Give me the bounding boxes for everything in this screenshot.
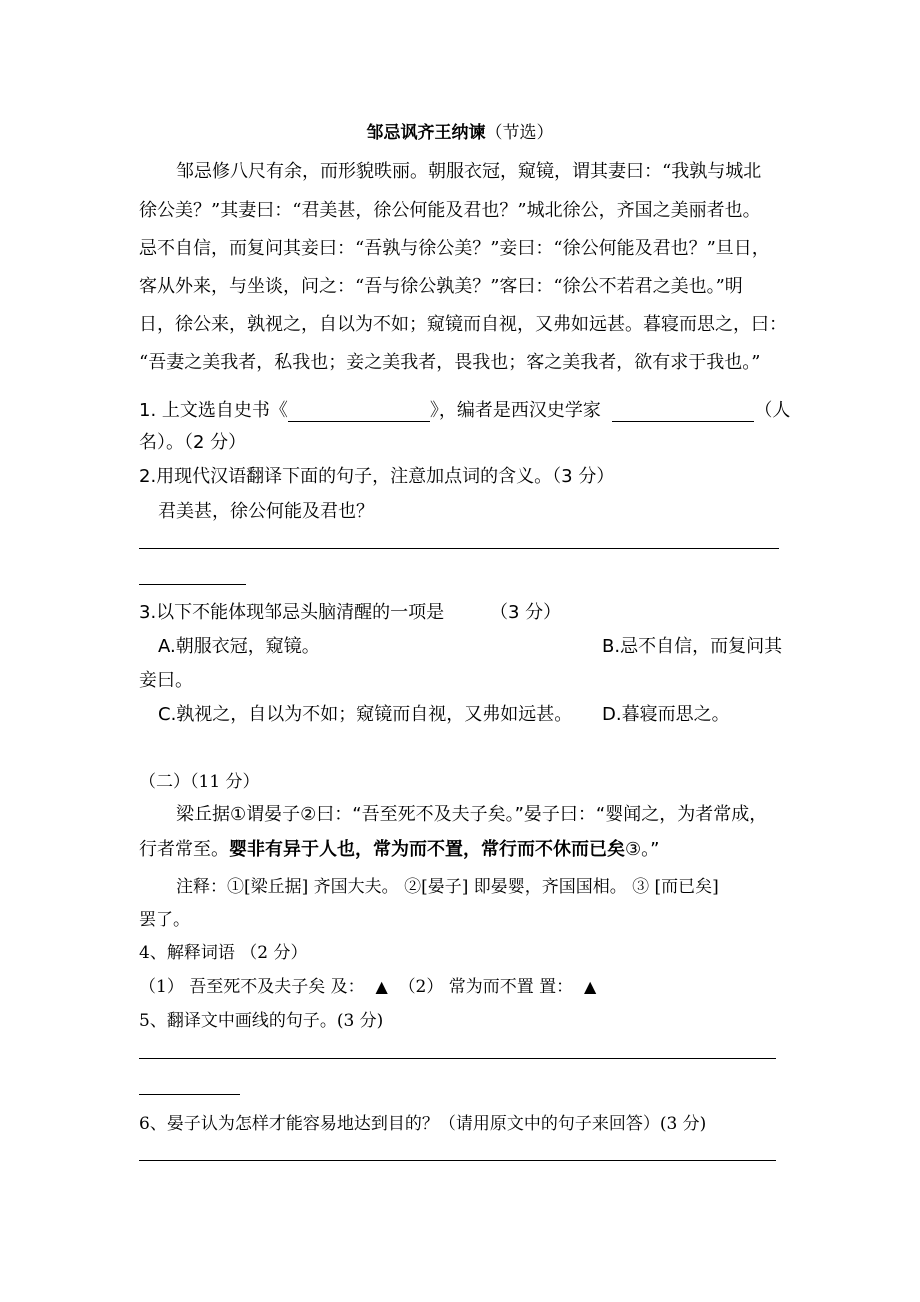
q4-item2: （2） 常为而不置 置： [398, 977, 574, 997]
q1-part3: （人 [754, 400, 791, 421]
passage1-line: 邹忌修八尺有余，而形貌昳丽。朝服衣冠，窥镜，谓其妻曰：“我孰与城北 [176, 161, 762, 182]
q1-line2: 名）。（2 分） [139, 432, 247, 453]
q2-sentence: 君美甚，徐公何能及君也？ [158, 501, 374, 522]
q3-option-b-cont: 妾曰。 [139, 670, 193, 691]
q3-option-a[interactable]: A.朝服衣冠，窥镜。 [158, 636, 320, 657]
q1-part1: 1. 上文选自史书《 [139, 400, 288, 421]
passage1-line: 日，徐公来，孰视之，自以为不如；窥镜而自视，又弗如远甚。暮寝而思之，曰： [139, 314, 787, 335]
passage2-line1: 梁丘据①谓晏子②曰：“吾至死不及夫子矣。”晏子曰：“婴闻之，为者常成， [176, 804, 768, 825]
question-3 [139, 598, 561, 624]
answer-triangle-icon[interactable]: ▲ [584, 977, 597, 996]
question-1 [139, 396, 790, 422]
q6-answer-line[interactable] [139, 1160, 776, 1161]
q3-score: （3 分） [489, 602, 562, 623]
q2-answer-line-short[interactable] [139, 584, 246, 585]
passage2-line2a: 行者常至。 [139, 839, 229, 860]
q2-answer-line[interactable] [139, 548, 779, 549]
notes-line2: 罢了。 [139, 910, 190, 930]
q4-item1: （1） 吾至死不及夫子矣 及： [139, 977, 365, 997]
q3-option-c[interactable]: C.孰视之，自以为不如；窥镜而自视，又弗如远甚。 [158, 704, 573, 725]
q5-answer-line-short[interactable] [139, 1094, 240, 1095]
passage2-line2 [139, 835, 659, 861]
answer-triangle-icon[interactable]: ▲ [375, 977, 388, 996]
passage1-line: 忌不自信，而复问其妾曰：“吾孰与徐公美？”妾曰：“徐公何能及君也？”旦日， [139, 238, 770, 259]
question-5: 5、翻译文中画线的句子。(3 分) [139, 1011, 384, 1031]
document-title [0, 118, 920, 143]
title-main: 邹忌讽齐王纳谏 [366, 123, 486, 143]
passage2-line2c: ③。” [625, 839, 660, 860]
passage1-line: “吾妻之美我者，私我也；妾之美我者，畏我也；客之美我者，欲有求于我也。” [139, 352, 761, 373]
question-4: 4、解释词语 （2 分） [139, 943, 308, 963]
section-2-heading: （二）（11 分） [139, 772, 260, 792]
title-sub: （节选） [485, 123, 554, 143]
notes-line1: 注释：①[梁丘据] 齐国大夫。 ②[晏子] 即晏婴，齐国国相。 ③ [而已矣] [176, 877, 719, 897]
passage1-line: 徐公美？”其妻曰：“君美甚，徐公何能及君也？”城北徐公，齐国之美丽者也。 [139, 200, 761, 221]
q3-option-b[interactable]: B.忌不自信，而复问其 [602, 636, 783, 657]
q5-answer-line[interactable] [139, 1058, 776, 1059]
question-6: 6、晏子认为怎样才能容易地达到目的？（请用原文中的句子来回答）(3 分) [139, 1114, 707, 1134]
passage1-line: 客从外来，与坐谈，问之：“吾与徐公孰美？”客曰：“徐公不若君之美也。”明 [139, 276, 743, 297]
q4-items [139, 972, 596, 997]
q1-book-blank[interactable] [288, 401, 430, 422]
q1-author-blank[interactable] [612, 401, 754, 422]
question-2: 2.用现代汉语翻译下面的句子，注意加点词的含义。（3 分） [139, 466, 615, 487]
q3-option-d[interactable]: D.暮寝而思之。 [602, 704, 730, 725]
q1-part2: 》，编者是西汉史学家 [429, 400, 601, 421]
q3-prompt: 3.以下不能体现邹忌头脑清醒的一项是 [139, 602, 445, 623]
passage2-underlined-sentence: 婴非有异于人也，常为而不置，常行而不休而已矣 [229, 839, 625, 860]
